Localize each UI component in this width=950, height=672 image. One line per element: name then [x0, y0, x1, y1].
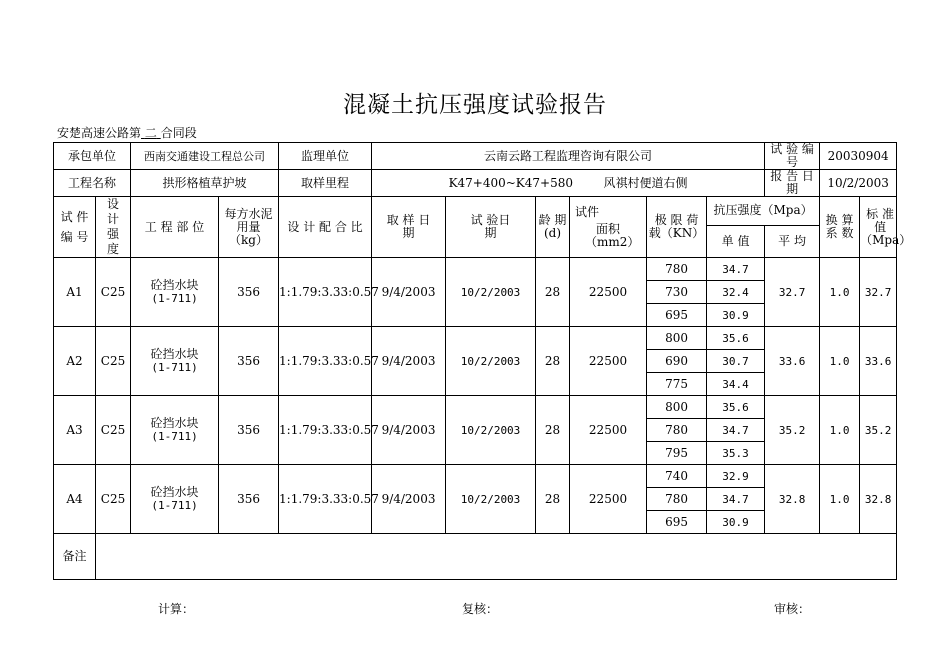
supervisor-value: 云南云路工程监理咨询有限公司 — [372, 143, 765, 170]
table-row — [54, 327, 897, 350]
load-cell: 795 — [647, 442, 707, 465]
load-cell: 780 — [647, 419, 707, 442]
single-cell: 32.9 — [707, 465, 765, 488]
review-signature: 复核： — [462, 602, 499, 616]
load-cell: 740 — [647, 465, 707, 488]
standard-cell: 32.7 — [860, 258, 897, 327]
project-value: 拱形格植草护坡 — [131, 170, 279, 197]
report-title: 混凝土抗压强度试验报告 — [343, 92, 607, 118]
contract-prefix: 安楚高速公路第 — [57, 126, 142, 140]
single-cell: 30.9 — [707, 511, 765, 534]
audit-signature: 审核： — [774, 602, 811, 616]
contract-number: 二 — [144, 126, 157, 140]
cement-cell: 356 — [219, 327, 279, 396]
design-grade: C25 — [96, 396, 131, 465]
remarks-value — [96, 534, 897, 580]
part-cell: 砼挡水块 (1-711) — [131, 258, 219, 327]
load-cell: 800 — [647, 327, 707, 350]
header-cement: 每方水泥用量（kg） — [219, 197, 279, 258]
cement-cell: 356 — [219, 258, 279, 327]
load-cell: 775 — [647, 373, 707, 396]
header-standard: 标 准 值（Mpa） — [860, 197, 897, 258]
design-grade: C25 — [96, 327, 131, 396]
age-cell: 28 — [536, 327, 570, 396]
single-cell: 30.9 — [707, 304, 765, 327]
contractor-value: 西南交通建设工程总公司 — [131, 143, 279, 170]
factor-cell: 1.0 — [820, 396, 860, 465]
cement-cell: 356 — [219, 465, 279, 534]
average-cell: 33.6 — [765, 327, 820, 396]
sampling-mileage-value: K47+400~K47+580 风祺村便道右侧 — [372, 170, 765, 197]
remarks-row — [54, 534, 897, 580]
test-no-label: 试 验 编 号 — [765, 143, 820, 170]
average-cell: 32.7 — [765, 258, 820, 327]
mix-cell: 1:1.79:3.33:0.57 — [279, 396, 372, 465]
factor-cell: 1.0 — [820, 327, 860, 396]
table-row — [54, 258, 897, 281]
test-no-value: 20030904 — [820, 143, 897, 170]
cement-cell: 356 — [219, 396, 279, 465]
header-age: 龄 期(d) — [536, 197, 570, 258]
header-factor: 换 算 系 数 — [820, 197, 860, 258]
header-average: 平 均 — [765, 225, 820, 257]
specimen-id: A4 — [54, 465, 96, 534]
sample-date-cell: 9/4/2003 — [372, 258, 446, 327]
specimen-id: A3 — [54, 396, 96, 465]
age-cell: 28 — [536, 396, 570, 465]
test-date-cell: 10/2/2003 — [446, 396, 536, 465]
header-single: 单 值 — [707, 225, 765, 257]
contract-section — [57, 124, 197, 141]
header-design-strength: 设 计 强 度 — [96, 197, 131, 258]
sampling-mileage-label: 取样里程 — [279, 170, 372, 197]
load-cell: 800 — [647, 396, 707, 419]
load-cell: 780 — [647, 488, 707, 511]
mix-cell: 1:1.79:3.33:0.57 — [279, 327, 372, 396]
single-cell: 34.7 — [707, 419, 765, 442]
area-cell: 22500 — [570, 396, 647, 465]
info-row-2 — [54, 170, 897, 197]
test-date-cell: 10/2/2003 — [446, 327, 536, 396]
load-cell: 695 — [647, 304, 707, 327]
info-row-1 — [54, 143, 897, 170]
supervisor-label: 监理单位 — [279, 143, 372, 170]
header-specimen-area: 试件 面积（mm2） — [570, 197, 647, 258]
average-cell: 32.8 — [765, 465, 820, 534]
report-date-label: 报 告 日 期 — [765, 170, 820, 197]
header-mix: 设 计 配 合 比 — [279, 197, 372, 258]
load-cell: 690 — [647, 350, 707, 373]
sample-date-cell: 9/4/2003 — [372, 465, 446, 534]
part-cell: 砼挡水块 (1-711) — [131, 327, 219, 396]
sample-date-cell: 9/4/2003 — [372, 396, 446, 465]
single-cell: 34.4 — [707, 373, 765, 396]
header-strength: 抗压强度（Mpa） — [707, 197, 820, 226]
standard-cell: 32.8 — [860, 465, 897, 534]
report-date-value: 10/2/2003 — [820, 170, 897, 197]
load-cell: 730 — [647, 281, 707, 304]
header-sample-date: 取 样 日 期 — [372, 197, 446, 258]
age-cell: 28 — [536, 258, 570, 327]
calc-signature: 计算： — [158, 602, 195, 616]
mix-cell: 1:1.79:3.33:0.57 — [279, 465, 372, 534]
single-cell: 34.7 — [707, 488, 765, 511]
remarks-label: 备注 — [54, 534, 96, 580]
header-specimen-no: 试 件 编 号 — [54, 197, 96, 258]
age-cell: 28 — [536, 465, 570, 534]
area-cell: 22500 — [570, 327, 647, 396]
factor-cell: 1.0 — [820, 465, 860, 534]
table-row — [54, 396, 897, 419]
design-grade: C25 — [96, 465, 131, 534]
contractor-label: 承包单位 — [54, 143, 131, 170]
average-cell: 35.2 — [765, 396, 820, 465]
standard-cell: 35.2 — [860, 396, 897, 465]
specimen-id: A1 — [54, 258, 96, 327]
factor-cell: 1.0 — [820, 258, 860, 327]
part-cell: 砼挡水块 (1-711) — [131, 396, 219, 465]
table-row — [54, 465, 897, 488]
single-cell: 35.6 — [707, 396, 765, 419]
part-cell: 砼挡水块 (1-711) — [131, 465, 219, 534]
single-cell: 35.6 — [707, 327, 765, 350]
standard-cell: 33.6 — [860, 327, 897, 396]
report-table — [53, 142, 912, 580]
project-label: 工程名称 — [54, 170, 131, 197]
contract-suffix: 合同段 — [160, 126, 197, 140]
header-test-date: 试 验日 期 — [446, 197, 536, 258]
load-cell: 695 — [647, 511, 707, 534]
single-cell: 32.4 — [707, 281, 765, 304]
single-cell: 34.7 — [707, 258, 765, 281]
area-cell: 22500 — [570, 465, 647, 534]
mix-cell: 1:1.79:3.33:0.57 — [279, 258, 372, 327]
single-cell: 30.7 — [707, 350, 765, 373]
specimen-id: A2 — [54, 327, 96, 396]
header-row-1 — [54, 197, 897, 226]
single-cell: 35.3 — [707, 442, 765, 465]
header-load: 极 限 荷 载（KN） — [647, 197, 707, 258]
design-grade: C25 — [96, 258, 131, 327]
test-date-cell: 10/2/2003 — [446, 258, 536, 327]
sample-date-cell: 9/4/2003 — [372, 327, 446, 396]
load-cell: 780 — [647, 258, 707, 281]
test-date-cell: 10/2/2003 — [446, 465, 536, 534]
area-cell: 22500 — [570, 258, 647, 327]
header-part: 工 程 部 位 — [131, 197, 219, 258]
